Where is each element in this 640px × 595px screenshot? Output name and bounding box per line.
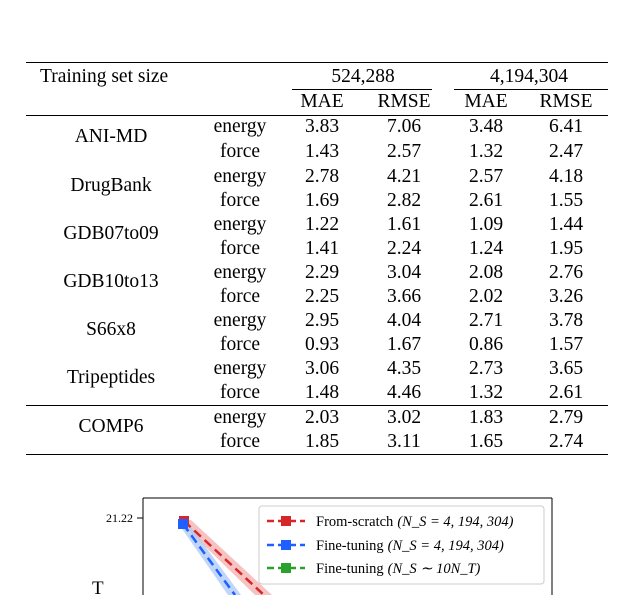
table-cell: 1.09 — [468, 214, 504, 235]
table-cell: 2.76 — [548, 262, 584, 283]
metric-header: MAE — [300, 91, 344, 112]
table-cell: 2.57 — [468, 166, 504, 187]
legend-label-math: (N_S = 4, 194, 304) — [397, 514, 514, 530]
y-axis-label-fragment: T — [92, 578, 104, 595]
table-cell: 4.21 — [386, 166, 422, 187]
legend-label-name: From-scratch — [316, 514, 394, 530]
dataset-name: COMP6 — [78, 416, 144, 437]
table-cell: 4.04 — [386, 310, 422, 331]
row-type: energy — [213, 407, 267, 428]
table-cell: 3.48 — [468, 116, 504, 137]
legend-label — [316, 514, 514, 530]
table-cell: 7.06 — [386, 116, 422, 137]
dataset-name: Tripeptides — [66, 367, 156, 388]
table-cell: 1.43 — [304, 141, 340, 162]
table-cell: 4.18 — [548, 166, 584, 187]
table-cell: 4.46 — [386, 382, 422, 403]
table-cell: 2.29 — [304, 262, 340, 283]
table-cell: 1.55 — [548, 190, 584, 211]
table-bottom-rule — [26, 454, 608, 455]
row-type: force — [219, 141, 261, 162]
error-chart — [0, 490, 640, 595]
row-type: force — [219, 238, 261, 259]
table-cell: 2.61 — [548, 382, 584, 403]
table-cell: 1.95 — [548, 238, 584, 259]
table-cell: 2.95 — [304, 310, 340, 331]
table-cell: 2.79 — [548, 407, 584, 428]
table-cell: 1.24 — [468, 238, 504, 259]
dataset-name: DrugBank — [70, 175, 152, 196]
table-cell: 0.86 — [468, 334, 504, 355]
table-cell: 3.26 — [548, 286, 584, 307]
dataset-name: ANI-MD — [74, 126, 148, 147]
dataset-name: GDB07to09 — [63, 223, 159, 244]
table-cell: 1.41 — [304, 238, 340, 259]
group-header-1: 524,288 — [331, 66, 395, 87]
row-type: force — [219, 382, 261, 403]
metric-header: RMSE — [539, 91, 593, 112]
table-cell: 6.41 — [548, 116, 584, 137]
table-cell: 1.32 — [468, 141, 504, 162]
table-cell: 3.66 — [386, 286, 422, 307]
table-cell: 3.78 — [548, 310, 584, 331]
legend-marker — [281, 563, 291, 573]
chart-legend — [259, 506, 544, 584]
legend-label-math: (N_S ∼ 10N_T) — [387, 561, 481, 577]
table-cell: 2.24 — [386, 238, 422, 259]
table-cell: 1.83 — [468, 407, 504, 428]
row-type: energy — [213, 116, 267, 137]
table-cell: 2.61 — [468, 190, 504, 211]
table-cell: 2.74 — [548, 431, 584, 452]
row-type: energy — [213, 310, 267, 331]
row-type: energy — [213, 214, 267, 235]
table-cell: 1.61 — [386, 214, 422, 235]
table-cell: 3.04 — [386, 262, 422, 283]
metric-header: MAE — [464, 91, 508, 112]
table-top-rule — [26, 62, 608, 63]
row-type: force — [219, 286, 261, 307]
table-cell: 0.93 — [304, 334, 340, 355]
row-type: energy — [213, 262, 267, 283]
row-type: energy — [213, 166, 267, 187]
group-header-2: 4,194,304 — [490, 66, 568, 87]
dataset-name: S66x8 — [86, 319, 136, 340]
table-cell: 2.08 — [468, 262, 504, 283]
group-rule-1 — [292, 89, 432, 90]
row-type: energy — [213, 358, 267, 379]
legend-label — [316, 538, 504, 554]
data-point-marker — [178, 519, 188, 529]
row-type: force — [219, 190, 261, 211]
row-type: force — [219, 431, 261, 452]
table-cell: 2.71 — [468, 310, 504, 331]
table-cell: 3.65 — [548, 358, 584, 379]
legend-label-name: Fine-tuning — [316, 538, 384, 554]
table-cell: 4.35 — [386, 358, 422, 379]
table-cell: 3.11 — [387, 431, 421, 452]
table-cell: 1.57 — [548, 334, 584, 355]
table-cell: 2.02 — [468, 286, 504, 307]
table-cell: 1.69 — [304, 190, 340, 211]
y-tick-label: 21.22 — [106, 511, 133, 525]
legend-label — [316, 561, 481, 577]
legend-marker — [281, 540, 291, 550]
table-cell: 2.78 — [304, 166, 340, 187]
dataset-name: GDB10to13 — [63, 271, 159, 292]
table-cell: 2.73 — [468, 358, 504, 379]
table-cell: 1.67 — [386, 334, 422, 355]
table-cell: 3.83 — [304, 116, 340, 137]
row-type: force — [219, 334, 261, 355]
legend-label-math: (N_S = 4, 194, 304) — [387, 538, 504, 554]
table-cell: 2.82 — [386, 190, 422, 211]
table-cell: 2.25 — [304, 286, 340, 307]
table-cell: 1.44 — [548, 214, 584, 235]
table-comp6-rule — [26, 405, 608, 406]
legend-marker — [281, 516, 291, 526]
group-rule-2 — [454, 89, 608, 90]
table-cell: 1.32 — [468, 382, 504, 403]
legend-label-name: Fine-tuning — [316, 561, 384, 577]
table-cell: 1.22 — [304, 214, 340, 235]
metric-header: RMSE — [377, 91, 431, 112]
table-cell: 2.47 — [548, 141, 584, 162]
row-header-training-set-size: Training set size — [40, 66, 169, 87]
table-cell: 3.06 — [304, 358, 340, 379]
table-cell: 3.02 — [386, 407, 422, 428]
table-cell: 2.03 — [304, 407, 340, 428]
table-cell: 2.57 — [386, 141, 422, 162]
table-cell: 1.48 — [304, 382, 340, 403]
table-cell: 1.85 — [304, 431, 340, 452]
table-cell: 1.65 — [468, 431, 504, 452]
